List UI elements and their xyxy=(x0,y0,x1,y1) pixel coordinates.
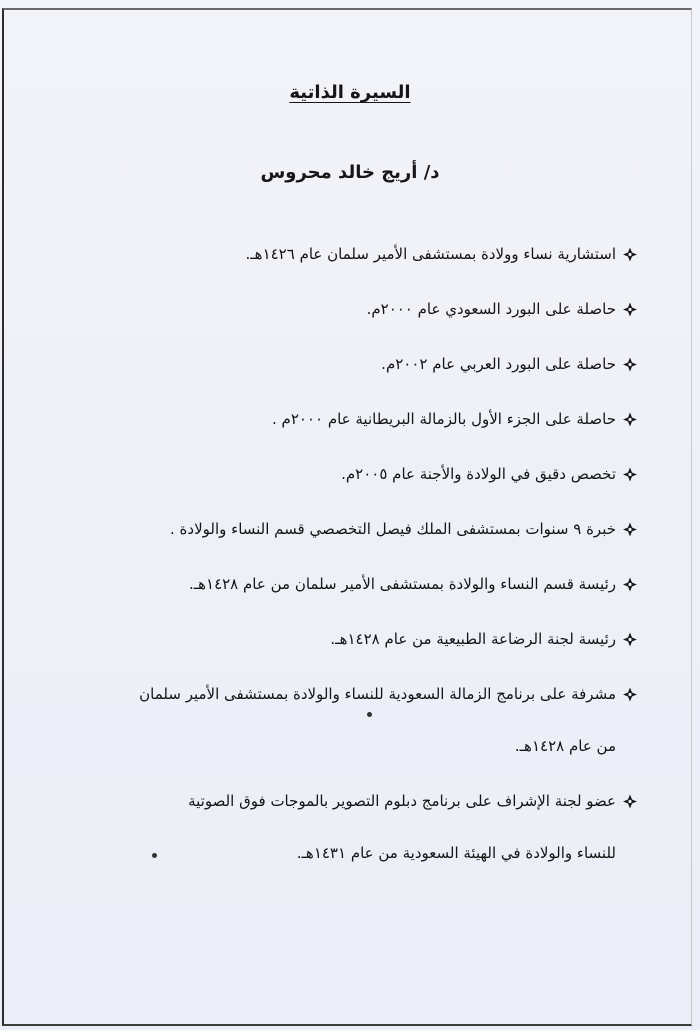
diamond-bullet-icon xyxy=(622,355,638,374)
list-item xyxy=(78,300,638,319)
document-title: السيرة الذاتية xyxy=(289,82,411,103)
item-text: استشارية نساء وولادة بمستشفى الأمير سلمان عام ١٤٢٦هـ. xyxy=(245,245,616,263)
ink-mark xyxy=(367,712,372,717)
diamond-bullet-icon xyxy=(622,792,638,811)
list-item xyxy=(78,520,638,539)
item-text: تخصص دقيق في الولادة والأجنة عام ٢٠٠٥م. xyxy=(341,465,616,483)
item-text-line2: للنساء والولادة في الهيئة السعودية من عام ١٤٣١هـ. xyxy=(296,844,616,862)
ink-mark xyxy=(152,853,157,858)
diamond-bullet-icon xyxy=(622,300,638,319)
diamond-bullet-icon xyxy=(622,465,638,484)
item-text-line1: مشرفة على برنامج الزمالة السعودية للنساء والولادة بمستشفى الأمير سلمان xyxy=(139,685,616,703)
list-item xyxy=(78,630,638,649)
item-text: حاصلة على البورد العربي عام ٢٠٠٢م. xyxy=(381,355,616,373)
list-item xyxy=(78,355,638,374)
list-item xyxy=(78,575,638,594)
item-text: حاصلة على الجزء الأول بالزمالة البريطانية عام ٢٠٠٠م . xyxy=(271,410,616,428)
item-text: رئيسة قسم النساء والولادة بمستشفى الأمير سلمان من عام ١٤٢٨هـ. xyxy=(188,575,616,593)
diamond-bullet-icon xyxy=(622,630,638,649)
list-item xyxy=(78,465,638,484)
item-text: حاصلة على البورد السعودي عام ٢٠٠٠م. xyxy=(366,300,616,318)
list-item xyxy=(78,410,638,429)
cv-items-list xyxy=(78,245,638,899)
diamond-bullet-icon xyxy=(622,245,638,264)
diamond-bullet-icon xyxy=(622,410,638,429)
diamond-bullet-icon xyxy=(622,685,638,704)
item-text-line2: من عام ١٤٢٨هـ. xyxy=(514,737,616,755)
item-text: رئيسة لجنة الرضاعة الطبيعية من عام ١٤٢٨هـ. xyxy=(330,630,616,648)
person-name: د/ أريج خالد محروس xyxy=(260,162,440,183)
diamond-bullet-icon xyxy=(622,520,638,539)
list-item xyxy=(78,792,638,863)
list-item xyxy=(78,245,638,264)
item-text-line1: عضو لجنة الإشراف على برنامج دبلوم التصوير بالموجات فوق الصوتية xyxy=(188,792,616,810)
diamond-bullet-icon xyxy=(622,575,638,594)
item-text: خبرة ٩ سنوات بمستشفى الملك فيصل التخصصي قسم النساء والولادة . xyxy=(170,520,616,538)
list-item xyxy=(78,685,638,756)
